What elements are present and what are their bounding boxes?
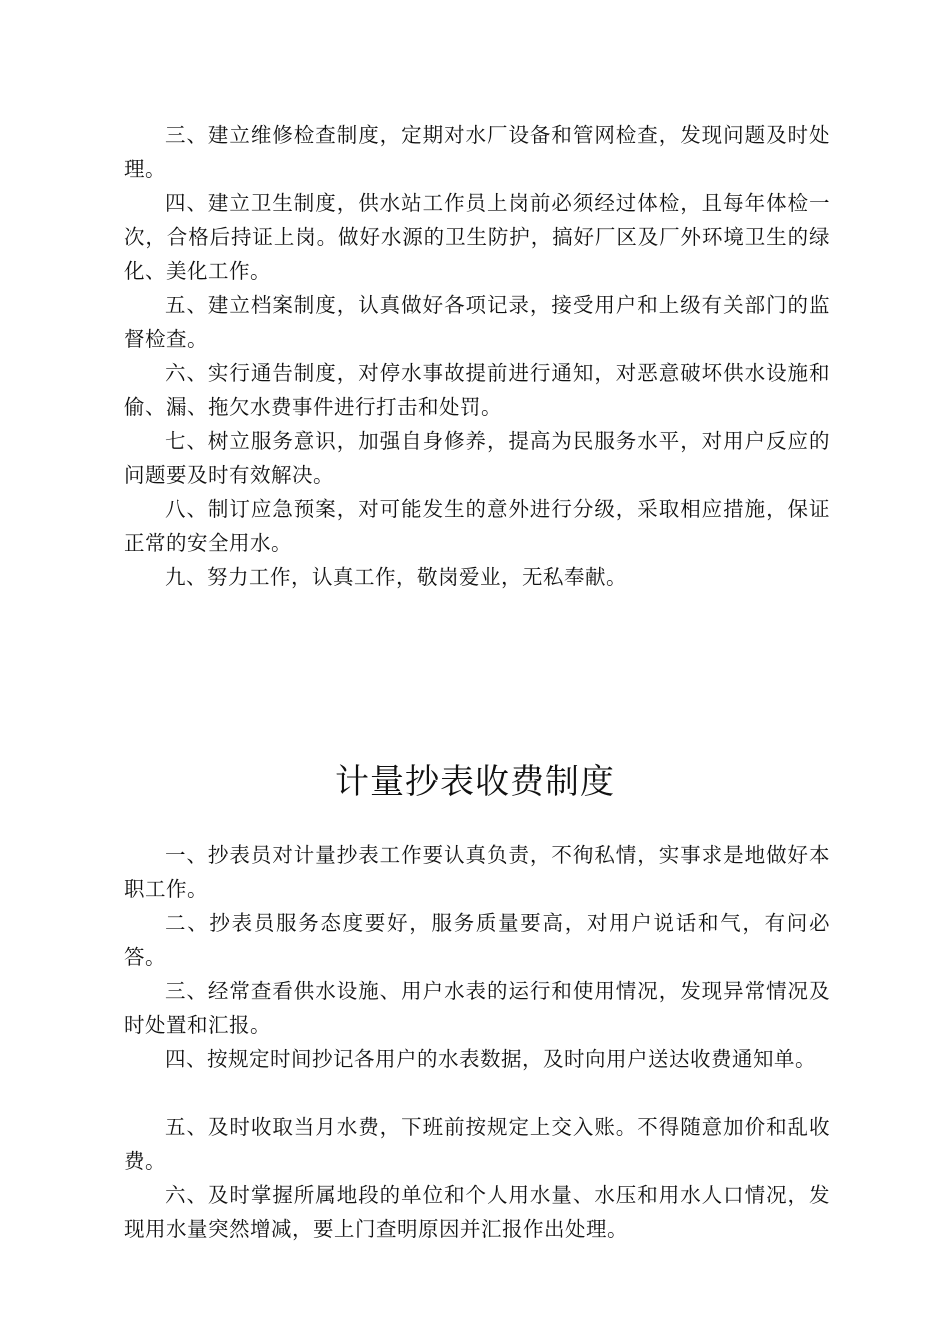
metering-billing-rules [124,838,830,1246]
billing-rule-5: 五、及时收取当月水费，下班前按规定上交入账。不得随意加价和乱收费。 [124,1115,830,1173]
billing-rule-6: 六、及时掌握所属地段的单位和个人用水量、水压和用水人口情况，发现用水量突然增减，要上门查明原因并汇报作出处理。 [124,1183,830,1241]
rule-paragraph-3: 三、建立维修检查制度，定期对水厂设备和管网检查，发现问题及时处理。 [124,123,830,181]
rule-paragraph-8: 八、制订应急预案，对可能发生的意外进行分级，采取相应措施，保证正常的安全用水。 [124,497,830,555]
billing-rule-4: 四、按规定时间抄记各用户的水表数据，及时向用户送达收费通知单。 [165,1047,816,1071]
rule-paragraph-6: 六、实行通告制度，对停水事故提前进行通知，对恶意破坏供水设施和偷、漏、拖欠水费事件进行打击和处罚。 [124,361,830,419]
rule-paragraph-5: 五、建立档案制度，认真做好各项记录，接受用户和上级有关部门的监督检查。 [124,293,830,351]
rule-paragraph-4: 四、建立卫生制度，供水站工作员上岗前必须经过体检，且每年体检一次，合格后持证上岗。做好水源的卫生防护，搞好厂区及厂外环境卫生的绿化、美化工作。 [124,191,830,283]
billing-rule-2: 二、抄表员服务态度要好，服务质量要高，对用户说话和气，有问必答。 [124,911,830,969]
water-plant-rules-continued [124,118,830,594]
billing-rule-3: 三、经常查看供水设施、用户水表的运行和使用情况，发现异常情况及时处置和汇报。 [124,979,830,1037]
section-title: 计量抄表收费制度 [335,762,615,802]
rule-paragraph-9: 九、努力工作，认真工作，敬岗爱业，无私奉献。 [165,565,627,589]
billing-rule-1: 一、抄表员对计量抄表工作要认真负责，不徇私情，实事求是地做好本职工作。 [124,843,830,901]
rule-paragraph-7: 七、树立服务意识，加强自身修养，提高为民服务水平，对用户反应的问题要及时有效解决。 [124,429,830,487]
